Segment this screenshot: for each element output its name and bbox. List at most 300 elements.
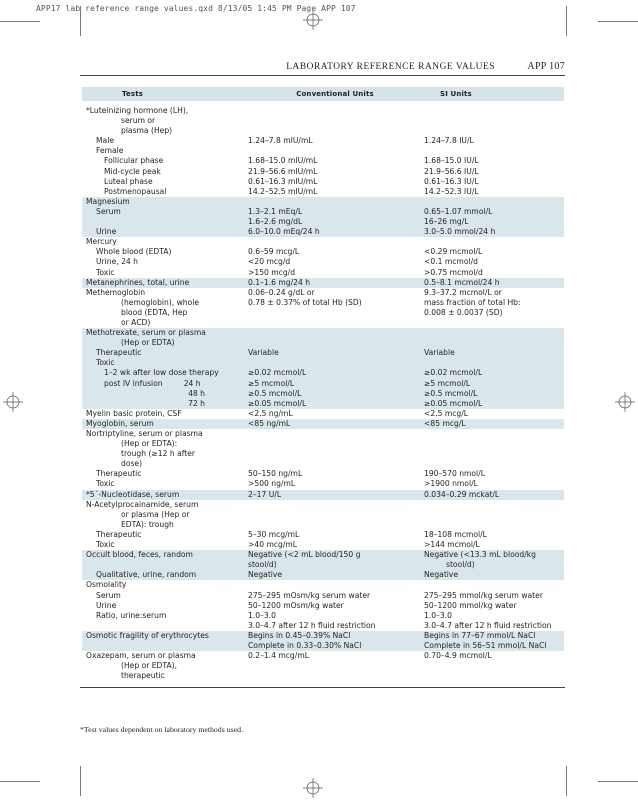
si-value: 0.034–0.29 mckat/L [424, 490, 564, 500]
si-value [424, 429, 564, 439]
table-row [82, 126, 564, 136]
conventional-value: Complete in 0.33–0.30% NaCl [246, 641, 424, 651]
table-row [82, 358, 564, 368]
test-name-cell [82, 247, 246, 257]
si-value: ≥0.02 mcmol/L [424, 368, 564, 378]
test-name-cell [82, 429, 246, 439]
si-value [424, 328, 564, 338]
registration-mark-icon [615, 392, 635, 412]
test-name-cell [82, 126, 246, 136]
table-row [82, 156, 564, 166]
si-value [424, 510, 564, 520]
test-name-cell [82, 550, 246, 560]
test-name-cell [82, 101, 246, 116]
si-value: 190–570 nmol/L [424, 469, 485, 479]
conventional-value [246, 328, 424, 338]
test-name-cell [82, 227, 246, 237]
test-name: Male [96, 136, 114, 146]
table-header-row [82, 87, 564, 101]
conventional-value [246, 510, 424, 520]
registration-mark-icon [3, 392, 23, 412]
test-name-cell [82, 368, 246, 378]
conventional-value: >500 ng/mL [248, 479, 296, 489]
test-name: or plasma (Hep or [121, 509, 190, 519]
test-name: N-Acetylprocainamide, serum [86, 499, 199, 509]
si-value: ≥0.05 mcmol/L [424, 399, 564, 409]
conventional-value: ≥0.5 mcmol/L [246, 389, 424, 399]
column-header-si: SI Units [424, 87, 564, 101]
test-name: Ratio, urine:serum [96, 610, 167, 620]
conventional-value: ≥0.05 mcmol/L [246, 399, 424, 409]
table-row [82, 419, 564, 429]
test-name: Luteal phase [104, 176, 153, 186]
conventional-value: >40 mcg/mL [248, 540, 298, 550]
table-row [82, 449, 564, 459]
table-row [82, 439, 564, 449]
si-value: 1.0–3.0 [424, 610, 452, 620]
test-name: Urine, 24 h [96, 257, 138, 267]
print-slug: APP17 lab reference range values.qxd 8/13/05 1:45 PM Page APP 107 [36, 4, 356, 13]
si-value [424, 500, 564, 510]
si-value: 50–1200 mmol/kg water [424, 600, 517, 610]
table-row [82, 540, 564, 550]
conventional-value: 1.6–2.6 mg/dL [246, 217, 424, 227]
conventional-value: Begins in 0.45–0.39% NaCl [246, 631, 424, 641]
table-bottom-rule [80, 687, 565, 688]
test-name: (Hep or EDTA): [121, 439, 178, 449]
si-value: 21.9–56.6 IU/L [424, 166, 479, 176]
conventional-value: 2–17 U/L [246, 490, 424, 500]
conventional-value [246, 661, 424, 671]
conventional-value: 14.2–52.5 mIU/mL [248, 186, 318, 196]
conventional-value: 1.0–3.0 [248, 610, 276, 620]
test-name: dose) [121, 459, 143, 469]
test-name: Myoglobin, serum [86, 418, 154, 428]
test-name-cell [82, 439, 246, 449]
crop-mark [80, 6, 81, 36]
test-name-cell [82, 136, 246, 146]
conventional-value [246, 116, 424, 126]
conventional-value [246, 101, 424, 116]
conventional-value: 3.0–4.7 after 12 h fluid restriction [248, 620, 376, 630]
table-row [82, 520, 564, 530]
test-name-cell [82, 540, 246, 550]
si-value: Complete in 56–51 mmol/L NaCl [424, 641, 564, 651]
table-row [82, 116, 564, 126]
si-value: <85 mcg/L [424, 419, 564, 429]
conventional-value [246, 308, 424, 318]
si-value [424, 146, 564, 156]
table-row [82, 167, 564, 177]
test-name-cell [82, 177, 246, 187]
conventional-value [246, 439, 424, 449]
test-name-cell [82, 510, 246, 520]
test-name-cell [82, 479, 246, 489]
time-point: 72 h [188, 398, 205, 408]
conventional-value: Variable [246, 348, 424, 358]
table-row [82, 187, 564, 197]
conventional-value: <2.5 ng/mL [248, 408, 293, 418]
table-row [82, 227, 564, 237]
test-name-cell [82, 641, 246, 651]
test-name-cell [82, 490, 246, 500]
conventional-value: <85 ng/mL [246, 419, 424, 429]
table-row [82, 389, 564, 399]
test-name: Occult blood, feces, random [86, 550, 193, 560]
table-row [82, 136, 564, 146]
table-row [82, 197, 564, 207]
test-name-cell [82, 399, 246, 409]
table-row [82, 651, 564, 661]
test-name-cell [82, 328, 246, 338]
table-row [82, 399, 564, 409]
registration-mark-icon [303, 778, 323, 798]
conventional-value [246, 520, 424, 530]
crop-mark [80, 766, 81, 796]
si-value: ≥0.5 mcmol/L [424, 389, 564, 399]
test-name-cell [82, 469, 246, 479]
test-name: *5´-Nucleotidase, serum [86, 489, 180, 499]
test-name: or ACD) [121, 317, 151, 327]
si-value: 275–295 mmol/kg serum water [424, 590, 543, 600]
conventional-value: ≥5 mcmol/L [246, 379, 424, 389]
table-row [82, 580, 564, 590]
test-name-cell [82, 268, 246, 278]
si-value [424, 197, 564, 207]
si-value: 1.68–15.0 IU/L [424, 156, 479, 166]
si-value: 3.0–5.0 mmol/24 h [424, 227, 564, 237]
table-row [82, 631, 564, 641]
table-row [82, 550, 564, 560]
test-name-cell [82, 146, 246, 156]
si-value [424, 459, 564, 469]
test-name: Myelin basic protein, CSF [86, 408, 182, 418]
table-row [82, 510, 564, 520]
test-name-cell [82, 187, 246, 197]
si-value: 0.008 ± 0.0037 (SD) [424, 307, 503, 317]
test-name-cell [82, 560, 246, 570]
test-name-cell [82, 278, 246, 288]
si-value [424, 671, 564, 681]
test-name-cell [82, 156, 246, 166]
crop-mark [566, 766, 567, 796]
test-name: 1–2 wk after low dose therapy [104, 368, 219, 378]
test-name-cell [82, 570, 246, 580]
si-value [424, 449, 564, 459]
conventional-value: 21.9–56.6 mIU/mL [248, 166, 318, 176]
test-name: trough (≥12 h after [121, 449, 196, 459]
time-point: 24 h [183, 378, 201, 388]
conventional-value: <20 mcg/d [248, 257, 291, 267]
test-name: *Luteinizing hormone (LH), [86, 106, 189, 115]
table-row [82, 560, 564, 570]
test-name: EDTA): trough [121, 519, 174, 529]
test-name: Whole blood (EDTA) [96, 247, 172, 257]
conventional-value [246, 429, 424, 439]
table-row [82, 641, 564, 651]
test-name: Therapeutic [96, 348, 142, 358]
table-row [82, 500, 564, 510]
test-name: Therapeutic [96, 529, 142, 539]
conventional-value: 5–30 mcg/mL [248, 529, 300, 539]
conventional-value [246, 146, 424, 156]
si-value [424, 661, 564, 671]
conventional-value [246, 318, 424, 328]
test-name: Therapeutic [96, 469, 142, 479]
test-name-cell [82, 167, 246, 177]
test-name: (Hep or EDTA) [121, 338, 175, 348]
table-row [82, 490, 564, 500]
crop-mark [0, 21, 40, 22]
conventional-value [246, 449, 424, 459]
table-row [82, 469, 564, 479]
table-row [82, 368, 564, 378]
test-name: Urine [96, 600, 117, 610]
si-value: 1.24–7.8 IU/L [424, 136, 474, 146]
si-value: 9.3–37.2 mcmol/L or [424, 287, 502, 297]
test-name-cell [82, 116, 246, 126]
table-row [82, 247, 564, 257]
reference-range-table [82, 87, 564, 681]
si-value: 14.2–52.3 IU/L [424, 186, 479, 196]
test-name: Mid-cycle peak [104, 166, 161, 176]
si-value: 18–108 mcmol/L [424, 529, 487, 539]
registration-mark-icon [303, 10, 323, 30]
test-name-cell [82, 661, 246, 671]
test-name-cell [82, 389, 246, 399]
table-row [82, 409, 564, 419]
test-name-cell [82, 520, 246, 530]
header-rule [80, 75, 565, 76]
test-name-cell [82, 338, 246, 348]
si-value: <0.29 mcmol/L [424, 247, 483, 257]
si-value: >1900 nmol/L [424, 479, 478, 489]
table-row [82, 530, 564, 540]
table-row [82, 671, 564, 681]
test-name-cell [82, 580, 246, 590]
si-value: 0.70–4.9 mcmol/L [424, 651, 492, 661]
test-name: Magnesium [86, 196, 130, 206]
table-body [82, 101, 564, 681]
test-name: Qualitative, urine, random [96, 570, 197, 580]
test-name: therapeutic [121, 671, 165, 681]
test-name-cell [82, 611, 246, 621]
conventional-value [246, 459, 424, 469]
test-name-cell [82, 318, 246, 328]
conventional-value: 50–150 ng/mL [248, 469, 303, 479]
test-name: plasma (Hep) [121, 126, 173, 136]
page-number: APP 107 [527, 61, 565, 72]
si-value: <0.1 mcmol/d [424, 257, 478, 267]
conventional-value: stool/d) [246, 560, 424, 570]
footnote: *Test values dependent on laboratory methods used. [80, 725, 243, 734]
column-header-tests: Tests [82, 87, 246, 101]
table-row [82, 268, 564, 278]
si-value: <2.5 mcg/L [424, 408, 469, 418]
test-name: Postmenopausal [104, 186, 167, 196]
si-value: 3.0–4.7 after 12 h fluid restriction [424, 620, 552, 630]
test-name: Toxic [96, 540, 115, 550]
conventional-value: 1.3–2.1 mEq/L [246, 207, 424, 217]
test-name-cell [82, 671, 246, 681]
si-value: 0.65–1.07 mmol/L [424, 207, 564, 217]
test-name: blood (EDTA, Hep [121, 307, 188, 317]
test-name: Methotrexate, serum or plasma [86, 328, 206, 338]
test-name: Serum [96, 206, 121, 216]
conventional-value: ≥0.02 mcmol/L [246, 368, 424, 378]
running-head-title: LABORATORY REFERENCE RANGE VALUES [286, 62, 495, 72]
table-row [82, 328, 564, 338]
test-name: Metanephrines, total, urine [86, 277, 190, 287]
test-name-cell [82, 237, 246, 247]
test-name-cell [82, 379, 246, 389]
crop-mark [598, 781, 638, 782]
conventional-value [246, 338, 424, 348]
conventional-value: 0.78 ± 0.37% of total Hb (SD) [248, 297, 362, 307]
test-name-cell [82, 591, 246, 601]
table-row [82, 318, 564, 328]
conventional-value [246, 500, 424, 510]
test-name: Toxic [96, 479, 115, 489]
table-row [82, 661, 564, 671]
conventional-value: 0.1–1.6 mg/24 h [246, 278, 424, 288]
table-row [82, 257, 564, 267]
conventional-value: Negative (<2 mL blood/150 g [246, 550, 424, 560]
conventional-value: 1.68–15.0 mIU/mL [248, 156, 318, 166]
si-value: ≥5 mcmol/L [424, 379, 564, 389]
test-name: Methemoglobin [86, 287, 146, 297]
conventional-value [246, 237, 424, 247]
test-name-cell [82, 288, 246, 298]
si-value: Begins in 77–67 mmol/L NaCl [424, 631, 564, 641]
conventional-value: 0.6–59 mcg/L [248, 247, 300, 257]
test-name-cell [82, 207, 246, 217]
test-name: Serum [96, 590, 121, 600]
si-value [424, 338, 564, 348]
test-name: Oxazepam, serum or plasma [86, 651, 196, 661]
time-point: 48 h [188, 388, 205, 398]
si-value: mass fraction of total Hb: [424, 297, 521, 307]
test-name: post IV infusion [104, 378, 163, 388]
conventional-value [246, 671, 424, 681]
table-row [82, 429, 564, 439]
test-name: Toxic [96, 267, 115, 277]
si-value: >0.75 mcmol/d [424, 267, 483, 277]
conventional-value: 0.06–0.24 g/dL or [248, 287, 315, 297]
table-row [82, 146, 564, 156]
test-name: Mercury [86, 237, 117, 247]
test-name-cell [82, 348, 246, 358]
si-value [424, 318, 564, 328]
test-name: Follicular phase [104, 156, 164, 166]
test-name: serum or [121, 116, 156, 126]
conventional-value [246, 197, 424, 207]
table-row [82, 591, 564, 601]
table-row [82, 379, 564, 389]
test-name-cell [82, 530, 246, 540]
test-name-cell [82, 621, 246, 631]
crop-mark [598, 21, 638, 22]
conventional-value [246, 126, 424, 136]
si-value [424, 101, 564, 116]
table-row [82, 298, 564, 308]
running-head [80, 60, 567, 74]
test-name-cell [82, 308, 246, 318]
test-name-cell [82, 409, 246, 419]
si-value: >144 mcmol/L [424, 540, 480, 550]
table-row [82, 479, 564, 489]
conventional-value: 1.24–7.8 mIU/mL [248, 136, 313, 146]
crop-mark [566, 6, 567, 36]
test-name: Female [96, 146, 124, 156]
test-name: (hemoglobin), whole [121, 297, 200, 307]
table-row [82, 570, 564, 580]
table-row [82, 237, 564, 247]
conventional-value: 275–295 mOsm/kg serum water [248, 590, 371, 600]
test-name-cell [82, 419, 246, 429]
test-name-cell [82, 298, 246, 308]
test-name: Urine [96, 227, 117, 237]
test-name: Osmolality [86, 580, 127, 590]
si-value [424, 580, 564, 590]
conventional-value: >150 mcg/d [248, 267, 296, 277]
table-row [82, 207, 564, 217]
test-name: (Hep or EDTA), [121, 661, 178, 671]
test-name-cell [82, 449, 246, 459]
table-row [82, 177, 564, 187]
si-value [424, 520, 564, 530]
test-name-cell [82, 197, 246, 207]
test-name-cell [82, 257, 246, 267]
conventional-value: 50–1200 mOsm/kg water [248, 600, 344, 610]
table-row [82, 278, 564, 288]
table-row [82, 611, 564, 621]
si-value: stool/d) [424, 560, 564, 570]
si-value: Variable [424, 348, 564, 358]
table-row [82, 348, 564, 358]
si-value: Negative [424, 570, 564, 580]
conventional-value: Negative [246, 570, 424, 580]
table-row [82, 601, 564, 611]
test-name-cell [82, 358, 246, 368]
si-value: 0.61–16.3 IU/L [424, 176, 479, 186]
si-value [424, 358, 564, 368]
conventional-value [246, 358, 424, 368]
si-value: 16–26 mg/L [424, 217, 564, 227]
test-name-cell [82, 500, 246, 510]
conventional-value: 0.61–16.3 mIU/mL [248, 176, 318, 186]
conventional-value [246, 580, 424, 590]
test-name: Toxic [96, 358, 115, 368]
si-value [424, 237, 564, 247]
crop-mark [0, 781, 40, 782]
table-row [82, 288, 564, 298]
table-row [82, 308, 564, 318]
test-name-cell [82, 217, 246, 227]
table-row [82, 217, 564, 227]
table-row [82, 621, 564, 631]
si-value [424, 439, 564, 449]
si-value: 0.5–8.1 mcmol/24 h [424, 278, 564, 288]
table-row [82, 101, 564, 116]
test-name-cell [82, 651, 246, 661]
test-name-cell [82, 459, 246, 469]
table-row [82, 459, 564, 469]
si-value: Negative (<13.3 mL blood/kg [424, 550, 564, 560]
test-name: Nortriptyline, serum or plasma [86, 429, 203, 438]
test-name-cell [82, 631, 246, 641]
si-value [424, 116, 564, 126]
